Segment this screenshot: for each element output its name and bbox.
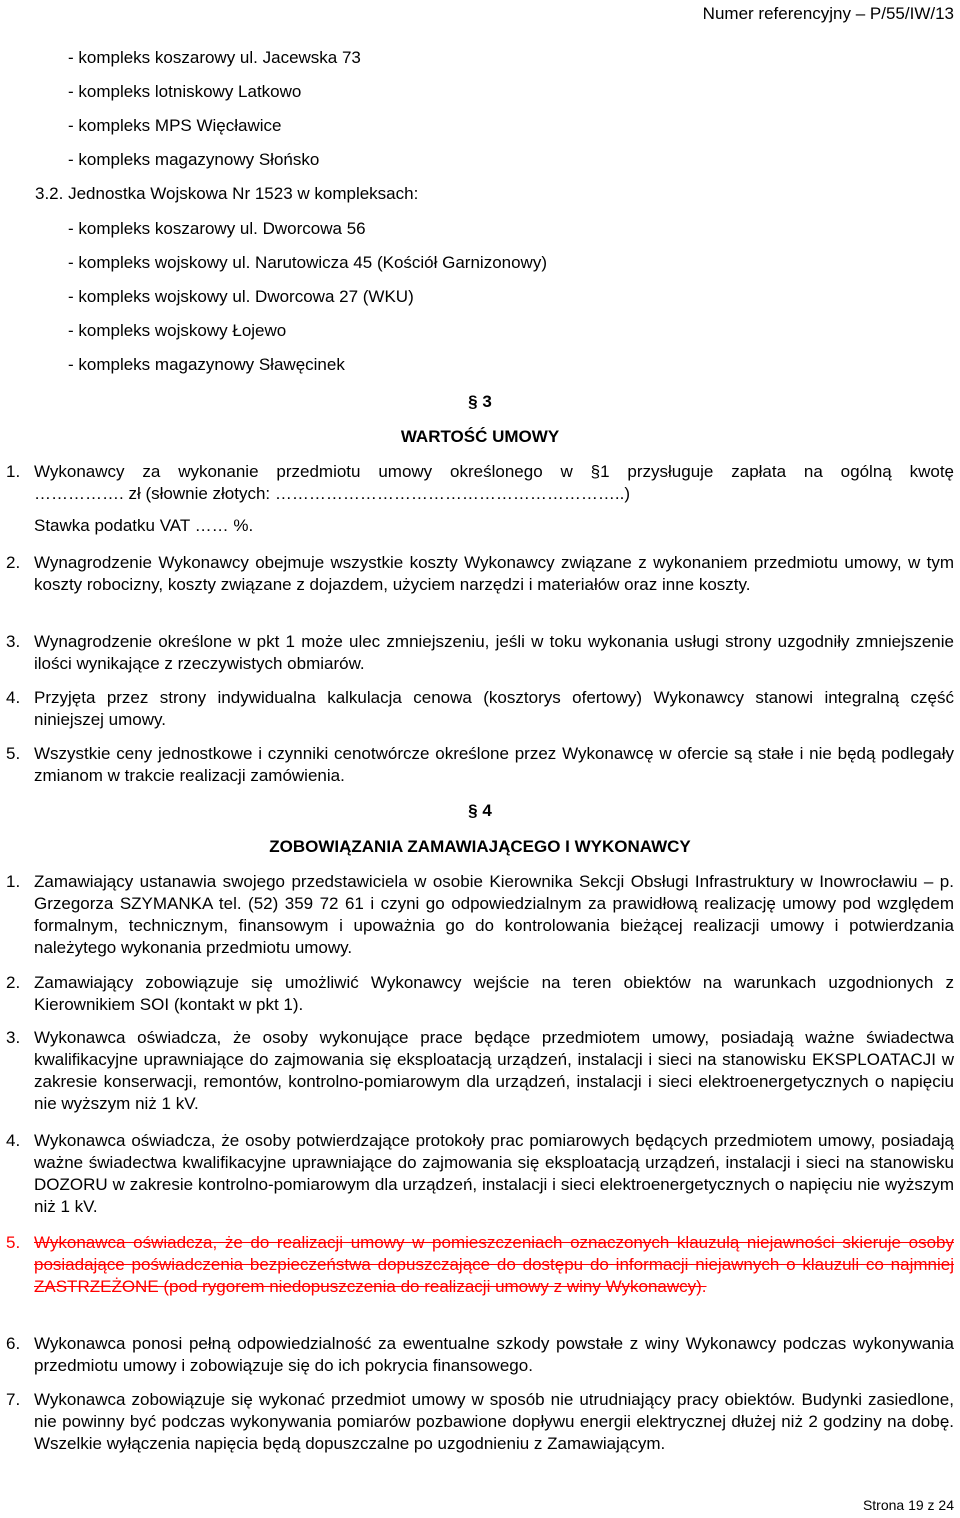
paragraph-text: Wykonawca zobowiązuje się wykonać przedmiot umowy w sposób nie utrudniający pracy obiektów. Budynki zasiedlone, nie powinny być podczas wykonywania pomiarów pozbawione dopływu energii elektrycznej dłużej niż 2 godziny na dobę. Wszelkie wyłączenia napięcia będą dopuszczalne po uzgodnieniu z Zamawiającym.: [34, 1390, 954, 1453]
list-item: - kompleks MPS Więcławice: [68, 116, 282, 135]
section-3-paragraph-2: [6, 552, 954, 596]
amount-line: ……………. zł (słownie złotych: ……………………………………………………..): [34, 484, 630, 503]
section-3-paragraph-4: [6, 687, 954, 731]
page-number: Strona 19 z 24: [862, 1497, 954, 1513]
section-4-paragraph-2: [6, 972, 954, 1016]
paragraph-text: Wynagrodzenie określone w pkt 1 może ulec zmniejszeniu, jeśli w toku wykonania usługi strony uzgodniły zmniejszenie ilości wynikające z rzeczywistych obmiarów.: [34, 632, 954, 673]
paragraph-number: 7.: [6, 1390, 21, 1409]
section-4-paragraph-7: [6, 1389, 954, 1455]
section-4-paragraph-5-deleted: [6, 1232, 954, 1298]
section-4-paragraph-4: [6, 1130, 954, 1218]
unit-heading: 3.2. Jednostka Wojskowa Nr 1523 w kompleksach:: [35, 184, 419, 203]
paragraph-text: Wykonawca oświadcza, że osoby wykonujące prace będące przedmiotem umowy, posiadają ważne świadectwa kwalifikacyjne uprawniające do zajmowania się eksploatacją urządzeń, instalacji i sieci na stanowisku EKSPLOATACJI w zakresie konserwacji, remontów, kontrolno-pomiarowym dla urządzeń, instalacji i sieci elektroenergetycznych o napięciu nie wyższym niż 1 kV.: [34, 1028, 954, 1113]
section-3-paragraph-5: [6, 743, 954, 787]
paragraph-number: 5.: [6, 744, 21, 763]
reference-number: Numer referencyjny – P/55/IW/13: [702, 4, 954, 23]
paragraph-text: Zamawiający ustanawia swojego przedstawiciela w osobie Kierownika Sekcji Obsługi Infrastruktury w Inowrocławiu – p. Grzegorza SZYMANKA tel. (52) 359 72 61 i czyni go odpowiedzialnym za prawidłową realizację umowy pod względem formalnym, technicznym, finansowym i upoważnia go do kontrolowania bieżącej realizacji umowy i potwierdzania należytego wykonania przedmiotu umowy.: [34, 872, 954, 957]
list-item: - kompleks wojskowy Łojewo: [68, 321, 287, 340]
section-3-symbol: § 3: [468, 392, 492, 411]
section-3-title: WARTOŚĆ UMOWY: [400, 427, 560, 446]
paragraph-text: Zamawiający zobowiązuje się umożliwić Wykonawcy wejście na teren obiektów na warunkach uzgodnionych z Kierownikiem SOI (kontakt w pkt 1).: [34, 973, 954, 1014]
paragraph-number: 3.: [6, 632, 21, 651]
paragraph-text: Przyjęta przez strony indywidualna kalkulacja cenowa (kosztorys ofertowy) Wykonawcy stanowi integralną część niniejszej umowy.: [34, 688, 954, 729]
paragraph-text: Wykonawca oświadcza, że osoby potwierdzające protokoły prac pomiarowych będących przedmiotem umowy, posiadają ważne świadectwa kwalifikacyjne uprawniające do zajmowania się eksploatacją urządzeń, instalacji i sieci na stanowisku DOZORU w zakresie kontrolno-pomiarowym dla urządzeń, instalacji i sieci elektroenergetycznych o napięciu nie wyższym niż 1 kV.: [34, 1131, 954, 1216]
section-4-paragraph-6: [6, 1333, 954, 1377]
section-4-paragraph-1: [6, 871, 954, 959]
paragraph-number: 1.: [6, 872, 21, 891]
list-item: - kompleks magazynowy Sławęcinek: [68, 355, 345, 374]
list-item: - kompleks wojskowy ul. Dworcowa 27 (WKU): [68, 287, 414, 306]
paragraph-number: 4.: [6, 688, 21, 707]
section-4-symbol: § 4: [468, 801, 492, 820]
section-4-paragraph-3: [6, 1027, 954, 1115]
paragraph-number: 5.: [6, 1233, 21, 1252]
paragraph-text: Wykonawcy za wykonanie przedmiotu umowy określonego w §1 przysługuje zapłata na ogólną kwotę: [34, 462, 954, 481]
list-item: - kompleks lotniskowy Latkowo: [68, 82, 302, 101]
list-item: - kompleks magazynowy Słońsko: [68, 150, 320, 169]
list-item: - kompleks koszarowy ul. Jacewska 73: [68, 48, 361, 67]
paragraph-text: Wynagrodzenie Wykonawcy obejmuje wszystkie koszty Wykonawcy związane z wykonaniem przedmiotu umowy, w tym koszty robocizny, koszty związane z dojazdem, użyciem narzędzi i materiałów oraz inne koszty.: [34, 553, 954, 594]
paragraph-text: Wykonawca oświadcza, że do realizacji umowy w pomieszczeniach oznaczonych klauzulą niejawności skieruje osoby posiadające poświadczenia bezpieczeństwa dopuszczające do dostępu do informacji niejawnych o klauzuli co najmniej ZASTRZEŻONE (pod rygorem niedopuszczenia do realizacji umowy z winy Wykonawcy).: [34, 1233, 954, 1296]
paragraph-number: 3.: [6, 1028, 21, 1047]
vat-line: Stawka podatku VAT …… %.: [34, 516, 254, 535]
paragraph-text: Wszystkie ceny jednostkowe i czynniki cenotwórcze określone przez Wykonawcę w ofercie są stałe i nie będą podlegały zmianom w trakcie realizacji zamówienia.: [34, 744, 954, 785]
list-item: - kompleks koszarowy ul. Dworcowa 56: [68, 219, 366, 238]
paragraph-number: 4.: [6, 1131, 21, 1150]
paragraph-number: 6.: [6, 1334, 21, 1353]
list-item: - kompleks wojskowy ul. Narutowicza 45 (Kościół Garnizonowy): [68, 253, 547, 272]
paragraph-number: 1.: [6, 462, 21, 481]
section-4-title: ZOBOWIĄZANIA ZAMAWIAJĄCEGO I WYKONAWCY: [269, 837, 691, 856]
paragraph-number: 2.: [6, 973, 21, 992]
paragraph-number: 2.: [6, 553, 21, 572]
section-3-paragraph-1: [6, 461, 954, 483]
paragraph-text: Wykonawca ponosi pełną odpowiedzialność za ewentualne szkody powstałe z winy Wykonawcy podczas wykonywania przedmiotu umowy i zobowiązuje się do ich pokrycia finansowego.: [34, 1334, 954, 1375]
section-3-paragraph-3: [6, 631, 954, 675]
